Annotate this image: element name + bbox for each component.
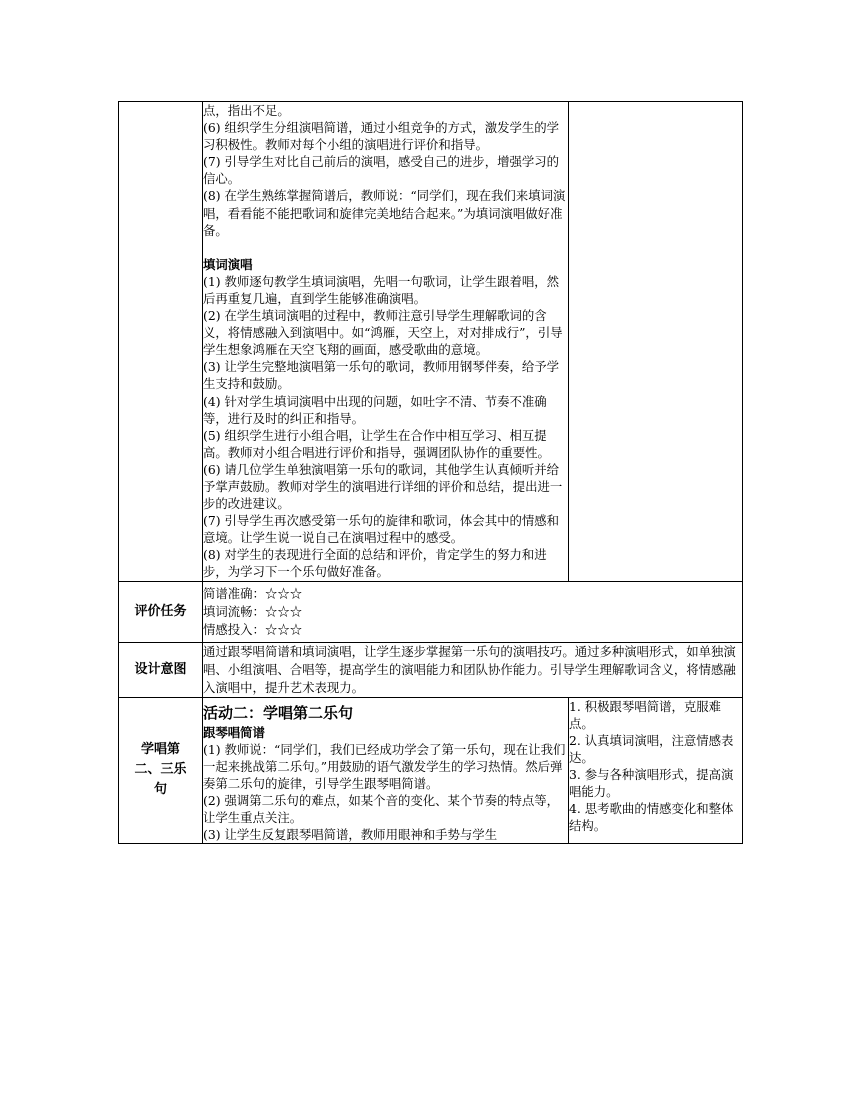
section-line: (5) 组织学生进行小组合唱，让学生在合作中相互学习、相互提高。教师对小组合唱进行评价和指导，强调团队协作的重要性。	[203, 427, 550, 460]
goal-item: 4. 思考歌曲的情感变化和整体结构。	[569, 801, 734, 834]
activity2-line: (3) 让学生反复跟琴唱简谱，教师用眼神和手势与学生	[203, 827, 498, 843]
activity2-title: 活动二：学唱第二乐句	[203, 703, 354, 722]
lesson-plan-table	[118, 101, 743, 844]
process-line: (6) 组织学生分组演唱简谱，通过小组竞争的方式，激发学生的学习积极性。教师对每个小组的演唱进行评价和指导。	[203, 120, 560, 153]
section-line: (8) 对学生的表现进行全面的总结和评价，肯定学生的努力和进步，为学习下一个乐句做好准备。	[203, 547, 547, 580]
evaluation-item: 情感投入：☆☆☆	[203, 621, 303, 637]
goal-item: 2. 认真填词演唱，注意情感表达。	[569, 732, 734, 765]
process-goal-cell	[569, 102, 743, 582]
activity2-goals-cell	[569, 697, 743, 844]
section-line: (3) 让学生完整地演唱第一乐句的歌词，教师用钢琴伴奏，给予学生支持和鼓励。	[203, 359, 560, 392]
blank-line	[203, 239, 568, 256]
evaluation-row	[119, 581, 743, 642]
activity2-subheading: 跟琴唱简谱	[203, 724, 265, 740]
goal-item: 3. 参与各种演唱形式，提高演唱能力。	[569, 766, 734, 799]
activity2-line: (2) 强调第二乐句的难点，如某个音的变化、某个节奏的特点等，让学生重点关注。	[203, 792, 560, 825]
section-line: (7) 引导学生再次感受第一乐句的旋律和歌词，体会其中的情感和意境。让学生说一说自己在演唱过程中的感受。	[203, 513, 560, 546]
process-label-cell	[119, 102, 203, 582]
evaluation-item: 填词流畅：☆☆☆	[203, 603, 303, 619]
activity2-label	[119, 697, 203, 844]
activity2-label-line: 句	[153, 782, 167, 798]
design-label: 设计意图	[119, 642, 203, 697]
activity2-line: (1) 教师说：“同学们，我们已经成功学会了第一乐句，现在让我们一起来挑战第二乐句。”用鼓励的语气激发学生的学习热情。然后弹奏第二乐句的旋律，引导学生跟琴唱简谱。	[203, 741, 566, 791]
section-line: (1) 教师逐句教学生填词演唱，先唱一句歌词，让学生跟着唱，然后再重复几遍，直到学生能够准确演唱。	[203, 273, 560, 306]
evaluation-content-cell	[203, 581, 743, 642]
activity2-label-line: 学唱第	[140, 742, 180, 758]
process-line: (7) 引导学生对比自己前后的演唱，感受自己的进步，增强学习的信心。	[203, 154, 560, 187]
evaluation-label: 评价任务	[119, 581, 203, 642]
design-row	[119, 642, 743, 697]
activity2-row	[119, 697, 743, 844]
process-line: 点，指出不足。	[203, 103, 290, 118]
section-line: (6) 请几位学生单独演唱第一乐句的歌词，其他学生认真倾听并给予掌声鼓励。教师对学生的演唱进行详细的评价和总结，提出进一步的改进建议。	[203, 461, 563, 512]
section-line: (4) 针对学生填词演唱中出现的问题，如吐字不清、节奏不准确等，进行及时的纠正和指导。	[203, 393, 547, 426]
design-text: 通过跟琴唱简谱和填词演唱，让学生逐步掌握第一乐句的演唱技巧。通过多种演唱形式，如单独演唱、小组演唱、合唱等，提高学生的演唱能力和团队协作能力。引导学生理解歌词含义，将情感融入演唱中，提升艺术表现力。	[203, 642, 743, 697]
process-row	[119, 102, 743, 582]
section-line: (2) 在学生填词演唱的过程中，教师注意引导学生理解歌词的含义，将情感融入到演唱中。如“鸿雁，天空上，对对排成行”，引导学生想象鸿雁在天空飞翔的画面，感受歌曲的意境。	[203, 308, 563, 358]
process-line: (8) 在学生熟练掌握简谱后，教师说：“同学们，现在我们来填词演唱，看看能不能把歌词和旋律完美地结合起来。”为填词演唱做好准备。	[203, 188, 566, 238]
activity2-label-line: 二、三乐	[134, 762, 187, 778]
evaluation-item: 简谱准确：☆☆☆	[203, 585, 303, 601]
section-heading: 填词演唱	[203, 256, 253, 272]
process-content-cell	[203, 102, 569, 582]
activity2-content-cell	[203, 697, 569, 844]
goal-item: 1. 积极跟琴唱简谱，克服难点。	[569, 698, 722, 731]
